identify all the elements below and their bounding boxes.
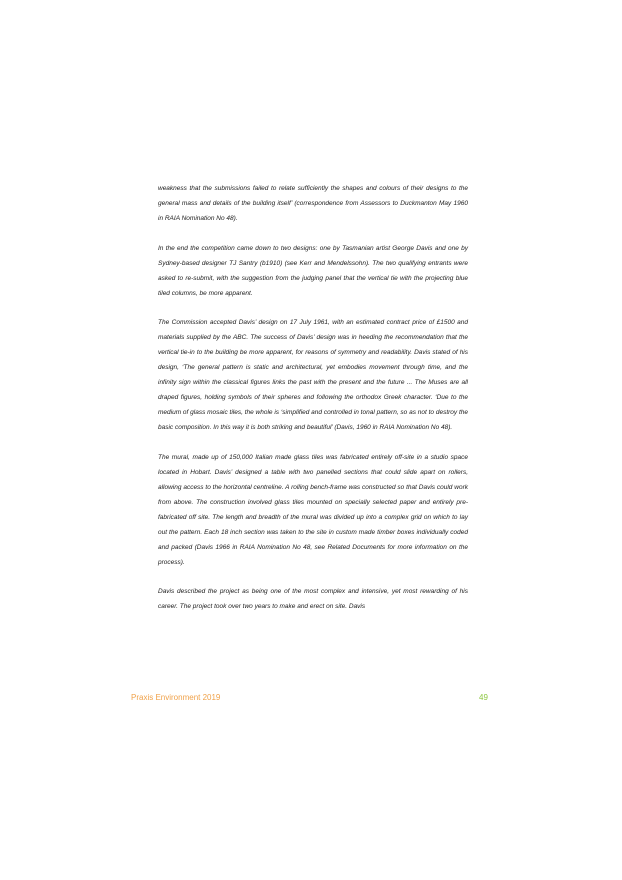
footer-publication: Praxis Environment 2019 xyxy=(131,693,221,702)
paragraph-1: weakness that the submissions failed to relate sufficiently the shapes and colours of their designs to the general mass and details of the building itself’ (correspondence from Assessors to Duckmanton May 1960 in RAIA Nomination No 48). xyxy=(158,185,468,222)
paragraph-3: The Commission accepted Davis’ design on 17 July 1961, with an estimated contract price of £1500 and materials supplied by the ABC. The success of Davis’ design was in heeding the recommendation that the vertical tie-in to the building be more apparent, for reasons of symmetry and readability. Davis stated of his design, ‘The general pattern is static and architectural, yet embodies movement through time, and the infinity sign within the classical figures links the past with the present and the future ... The Muses are all draped figures, holding symbols of their spheres and following the orthodox Greek character. ‘Due to the medium of glass mosaic tiles, the whole is ‘simplified and controlled in tonal pattern, so as not to destroy the basic composition. In this way it is both striking and beautiful’ (Davis, 1960 in RAIA Nomination No 48). xyxy=(158,319,468,431)
paragraph-4: The mural, made up of 150,000 Italian made glass tiles was fabricated entirely off-site in a studio space located in Hobart. Davis’ designed a table with two panelled sections that could slide apart on rollers, allowing access to the horizontal centreline. A rolling bench-frame was constructed so that Davis could work from above. The construction involved glass tiles mounted on specially selected paper and entirely pre-fabricated off site. The length and breadth of the mural was divided up into a complex grid on which to lay out the pattern. Each 18 inch section was taken to the site in custom made timber boxes individually coded and packed (Davis 1966 in RAIA Nomination No 48, see Related Documents for more information on the process). xyxy=(158,453,468,566)
paragraph-5: Davis described the project as being one of the most complex and intensive, yet most rewarding of his career. The project took over two years to make and erect on site. Davis xyxy=(158,588,468,610)
body-text xyxy=(158,181,468,629)
footer-page-number: 49 xyxy=(479,693,488,702)
paragraph-2: In the end the competition came down to two designs: one by Tasmanian artist George Davis and one by Sydney-based designer TJ Santry (b1910) (see Kerr and Mendelssohn). The two qualifying entrants were asked to re-submit, with the suggestion from the judging panel that the vertical tie with the projecting blue tiled columns, be more apparent. xyxy=(158,244,468,297)
